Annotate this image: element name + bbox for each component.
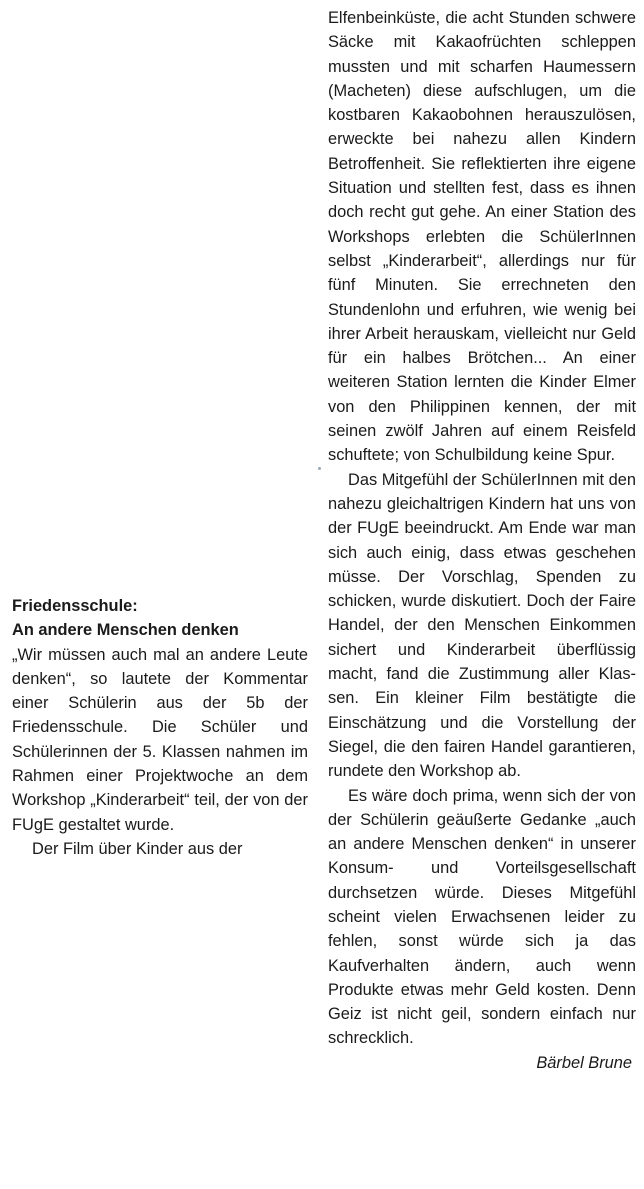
paragraph-film-continued: Elfenbeinküste, die acht Stunden schwere Säcke mit Kakaofrüchten schleppen mussten und mit scharfen Haumessern (Macheten) diese aufschlugen, um die kostbaren Kakaobohnen herauszulösen, erweckte bei nahezu allen Kindern Betroffenheit. Sie reflektierten ihre eigene Situation und stellten fest, dass es ihnen doch recht gut gehe. An einer Station des Workshops erlebten die SchülerInnen selbst „Kinderarbeit“, allerdings nur für fünf Minuten. Sie errechneten den Stundenlohn und erfuhren, wie wenig bei ihrer Arbeit herauskam, vielleicht nur Geld für ein halbes Brötchen... An einer weiteren Station lernten die Kinder Elmer von den Philippinen kennen, der mit seinen zwölf Jahren auf einem Reisfeld schuftete; von Schulbildung keine Spur. [328,9,636,465]
left-column [12,594,308,861]
right-column [328,6,636,1075]
paragraph-film-start: Der Film über Kinder aus der [32,839,243,858]
article-headline [12,594,308,643]
headline-line-2: An andere Menschen denken [12,621,239,640]
headline-line-1: Friedensschule: [12,597,138,615]
paragraph-intro: „Wir müssen auch mal an andere Leute denken“, so lautete der Kommentar einer Schülerin aus der 5b der Friedensschule. Die Schüler und Schülerinnen der 5. Klassen nahmen im Rahmen einer Projektwoche an dem Workshop „Kinderarbeit“ teil, der von der FUgE gestaltet wurde. [12,645,308,834]
print-speck [318,467,321,470]
paragraph-conclusion: Es wäre doch prima, wenn sich der von der Schülerin geäußerte Gedanke „auch an andere Menschen denken“ in unserer Konsum- und Vorteilsgesellschaft durchsetzen würde. Dieses Mitgefühl scheint vielen Erwachsenen leider zu fehlen, sonst würde sich ja das Kaufverhalten ändern, auch wenn Produkte etwas mehr Geld kosten. Denn Geiz ist nicht geil, sondern einfach nur schrecklich. [328,786,636,1048]
author-signature: Bärbel Brune [536,1053,632,1072]
paragraph-compassion: Das Mitgefühl der SchülerInnen mit den nahezu gleichaltrigen Kindern hat uns von der FUgE beeindruckt. Am Ende war man sich auch einig, dass etwas geschehen müsse. Der Vorschlag, Spenden zu schicken, wurde diskutiert. Doch der Faire Handel, der den Menschen Einkommen sichert und Kinderarbeit überflüssig macht, fand die Zustimmung aller Klassen. Ein kleiner Film bestätigte die Einschätzung und die Vorstellung der Siegel, die den fairen Handel garantieren, rundete den Workshop ab. [328,470,636,781]
